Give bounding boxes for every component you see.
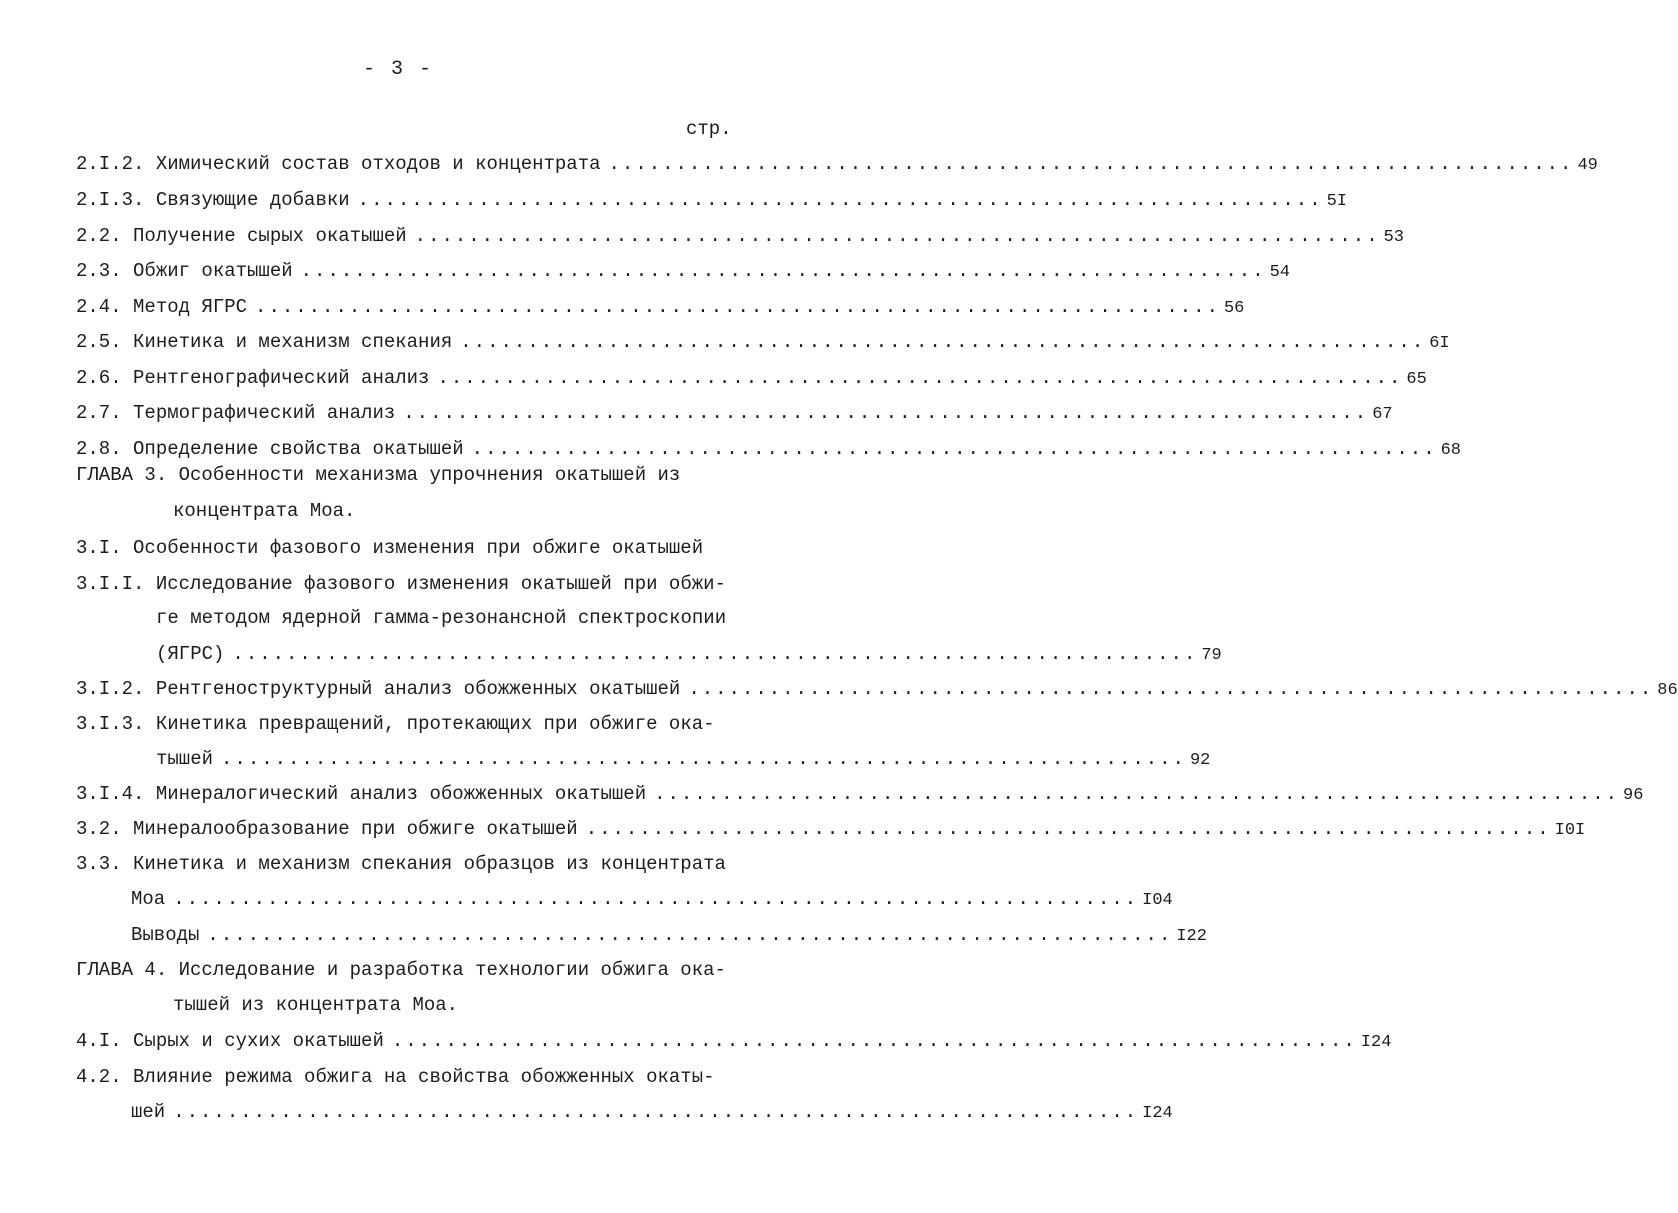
dot-leader: ........................................................................ [207, 924, 1173, 946]
dot-leader: ........................................................................ [437, 367, 1403, 389]
toc-entry-title: Рентгеноструктурный анализ обожженных окатышей [155, 678, 681, 700]
toc-entry-number: 3.I.2. [76, 678, 145, 700]
toc-entry [131, 885, 1173, 913]
dot-leader: ........................................................................ [357, 189, 1323, 211]
toc-entry-title: Исследование фазового изменения окатышей при обжи- [155, 573, 726, 595]
toc-entry [76, 780, 1644, 808]
toc-entry [76, 364, 1427, 392]
toc-entry [156, 640, 1222, 668]
toc-entry-page: 67 [1372, 405, 1393, 424]
toc-entry-page: 79 [1201, 646, 1222, 665]
toc-entry-title: Выводы [131, 924, 200, 946]
toc-entry-page: 56 [1223, 299, 1245, 318]
chapter-heading-continuation: концентрата Моа. [173, 500, 356, 522]
toc-entry-title-end: шей [131, 1101, 166, 1123]
toc-entry-number: 3.I.I. [76, 573, 145, 595]
toc-entry [76, 435, 1462, 463]
toc-entry-title: Определение свойства окатышей [133, 438, 464, 460]
toc-entry [131, 1098, 1173, 1126]
toc-entry-number: 2.2. [76, 225, 122, 247]
dot-leader: ........................................................................ [585, 818, 1551, 840]
toc-entry-page: 6I [1429, 334, 1450, 353]
toc-entry-number: 4.2. [76, 1066, 122, 1088]
toc-entry [76, 1027, 1392, 1055]
toc-entry-page: 96 [1623, 786, 1644, 805]
dot-leader: ........................................................................ [471, 438, 1437, 460]
toc-entry-continuation: ге методом ядерной гамма-резонансной спектроскопии [156, 607, 727, 629]
toc-section-heading [76, 534, 703, 562]
chapter-heading [76, 956, 726, 984]
toc-entry-title: Сырых и сухих окатышей [133, 1030, 384, 1052]
toc-entry-title: Термографический анализ [133, 402, 396, 424]
toc-entry [156, 745, 1211, 773]
dot-leader: ........................................................................ [460, 331, 1426, 353]
toc-entry-page: I0I [1554, 821, 1586, 840]
page-number: - 3 - [362, 58, 433, 81]
chapter-number: ГЛАВА 3. [76, 464, 168, 486]
toc-entry-page: 65 [1406, 370, 1427, 389]
toc-entry-title: Получение сырых окатышей [133, 225, 407, 247]
dot-leader: ........................................................................ [654, 783, 1620, 805]
toc-entry-title: Влияние режима обжига на свойства обожженных окаты- [133, 1066, 715, 1088]
toc-entry [76, 257, 1290, 285]
toc-entry-number: 3.I.4. [76, 783, 145, 805]
toc-entry-title: Связующие добавки [155, 189, 350, 211]
dot-leader: ........................................................................ [173, 888, 1139, 910]
toc-entry-page: I24 [1360, 1033, 1392, 1052]
toc-entry-title: Рентгенографический анализ [133, 367, 430, 389]
toc-entry-number: 2.7. [76, 402, 122, 424]
toc-entry [76, 150, 1598, 178]
dot-leader: ........................................................................ [173, 1101, 1139, 1123]
chapter-title: Особенности механизма упрочнения окатышей из [178, 464, 681, 486]
dot-leader: ........................................................................ [414, 225, 1380, 247]
toc-entry-first-line [76, 570, 726, 598]
dot-leader: ........................................................................ [255, 296, 1220, 318]
toc-entry [131, 921, 1207, 949]
toc-entry [76, 328, 1450, 356]
toc-entry-title: Кинетика превращений, протекающих при обжиге ока- [155, 713, 715, 735]
toc-entry-page: 5I [1326, 192, 1348, 211]
toc-entry [76, 815, 1586, 843]
toc-entry-number: 2.I.3. [76, 189, 145, 211]
toc-entry-title: Обжиг окатышей [133, 260, 293, 282]
toc-entry-page: 54 [1269, 263, 1290, 282]
toc-entry-title: Кинетика и механизм спекания [133, 331, 453, 353]
toc-entry-title-end: Моа [131, 888, 166, 910]
chapter-heading [76, 461, 680, 489]
dot-leader: ........................................................................ [391, 1030, 1357, 1052]
toc-entry-page: 49 [1577, 156, 1598, 175]
chapter-heading-continuation: тышей из концентрата Моа. [173, 994, 459, 1016]
toc-entry-title-end: тышей [156, 748, 214, 770]
toc-entry-page: I22 [1176, 927, 1207, 946]
toc-entry [76, 399, 1393, 427]
toc-entry [76, 675, 1678, 703]
dot-leader: ........................................................................ [221, 748, 1186, 770]
toc-entry-page: I04 [1142, 891, 1173, 910]
toc-entry-number: 2.6. [76, 367, 122, 389]
toc-entry-number: 2.3. [76, 260, 122, 282]
toc-entry-number: 2.I.2. [76, 153, 145, 175]
toc-entry [76, 222, 1405, 250]
dot-leader: ........................................................................ [688, 678, 1654, 700]
page-column-label: стр. [686, 118, 732, 140]
toc-entry-number: 4.I. [76, 1030, 122, 1052]
toc-entry-number: 3.I.3. [76, 713, 145, 735]
toc-entry-first-line [76, 710, 715, 738]
toc-entry-title: Кинетика и механизм спекания образцов из концентрата [133, 853, 726, 875]
dot-leader: ........................................................................ [300, 260, 1266, 282]
toc-entry-title: Метод ЯГРС [133, 296, 248, 318]
toc-entry-title: Химический состав отходов и концентрата [155, 153, 601, 175]
toc-entry [76, 293, 1245, 321]
toc-entry-title: Особенности фазового изменения при обжиге окатышей [133, 537, 704, 559]
toc-entry-page: 53 [1383, 228, 1405, 247]
toc-entry-first-line [76, 850, 726, 878]
toc-entry-page: 86 [1657, 681, 1678, 700]
toc-entry-number: 3.I. [76, 537, 122, 559]
toc-entry-first-line [76, 1063, 715, 1091]
dot-leader: ........................................................................ [608, 153, 1574, 175]
chapter-title: Исследование и разработка технологии обжига ока- [178, 959, 726, 981]
toc-entry-page: I24 [1142, 1104, 1173, 1123]
toc-entry-number: 3.2. [76, 818, 122, 840]
toc-entry-number: 2.8. [76, 438, 122, 460]
toc-entry-title: Минералогический анализ обожженных окатышей [155, 783, 647, 805]
toc-entry-page: 68 [1440, 441, 1462, 460]
toc-entry-page: 92 [1189, 751, 1211, 770]
chapter-number: ГЛАВА 4. [76, 959, 168, 981]
toc-entry-title: Минералообразование при обжиге окатышей [133, 818, 578, 840]
dot-leader: ........................................................................ [403, 402, 1369, 424]
dot-leader: ........................................................................ [232, 643, 1198, 665]
toc-entry-title-end: (ЯГРС) [156, 643, 225, 665]
toc-entry [76, 186, 1348, 214]
toc-entry-number: 2.4. [76, 296, 122, 318]
toc-entry-number: 3.3. [76, 853, 122, 875]
toc-entry-number: 2.5. [76, 331, 122, 353]
